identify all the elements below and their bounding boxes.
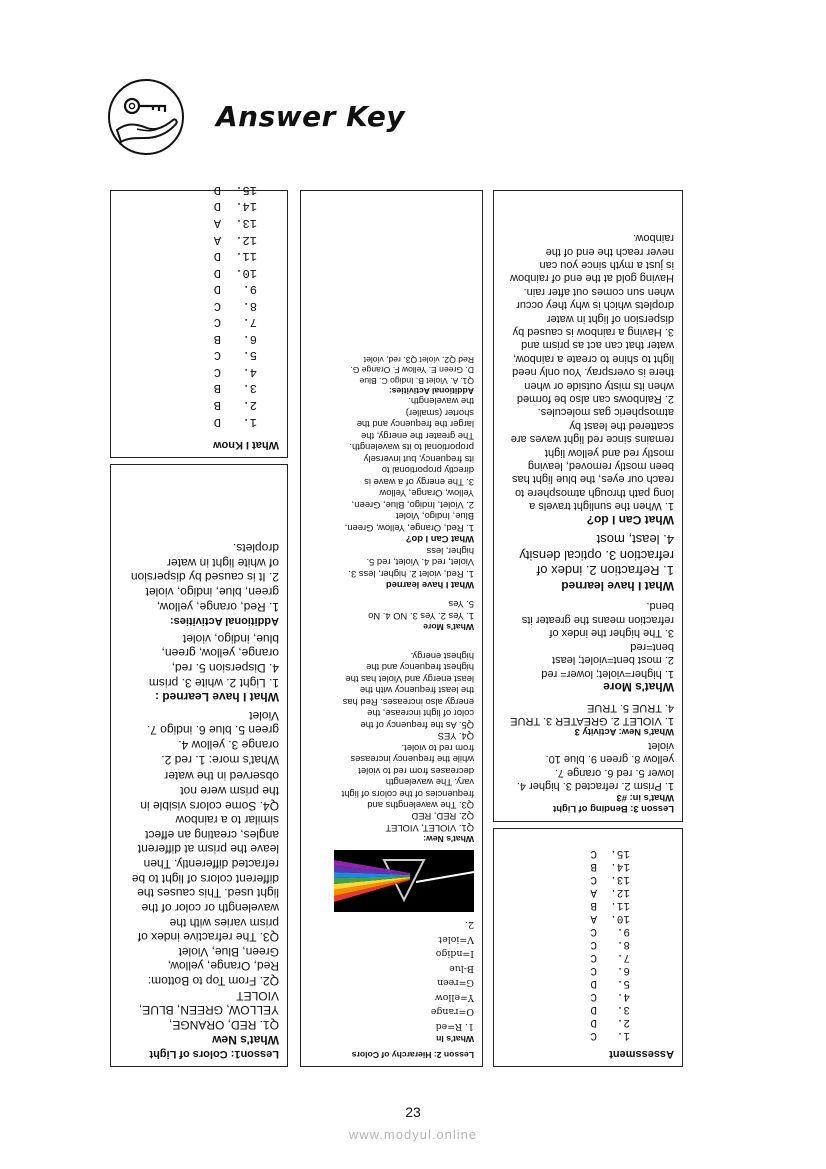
assessment-answer: 10. A (590, 911, 630, 924)
assessment-answer: 12. A (590, 885, 630, 898)
lesson3-whats-in-text: 1. Prism 2. refracted 3. higher 4. lower 5. red 6. orange 7. yellow 8. green 9. blue 10. violet (516, 739, 674, 793)
lesson2-whats-new-heading: What's New: (423, 834, 474, 845)
assessment-answer: 3. D (590, 1002, 630, 1015)
lesson1-whats-new-heading: What's New (212, 1032, 279, 1047)
what-i-know-heading: What I Know (213, 439, 279, 451)
lesson3-whats-more-text: 1. higher=violet; lower= red 2. most bent=violet; least bent=red 3. The higher the index of refraction means the greater its bend. (521, 600, 674, 680)
assessment-heading: Assessment (609, 1048, 674, 1060)
what-i-know-answer: 1. D (213, 414, 257, 429)
lesson2-whats-new-text: Q1. VIOLET, VIOLET Q2. RED, RED Q3. The wavelengths and frequencies of the colors of light vary. The wavelength decreases from red to violet while the frequency increases from red to violet. Q4. YES Q5. As the frequency of the color of light increase, the energy also increases. Red has the least frequency with the least energy and Violet has the highest frequency and the highest energy. (341, 650, 474, 834)
lesson1-whats-new-text: Q1. RED, ORANGE, YELLOW, GREEN, BLUE, VIOLET Q2. From Top to Bottom: Red, Orange, yellow, Green, Blue, Violet Q3. The refractive index of prism varies with the wavelength or color of the light used. This causes the different colors of light to be refracted differently. Then leave the prism at different angles, creating an effect similar to a rainbow Q4. Some colors visible in the prism were not observed in the water (131, 769, 279, 1032)
assessment-box (493, 828, 683, 1067)
lesson1-whats-more-text: What's more: 1. red 2. orange 3. yellow 4. green 5. blue 6. indigo 7. Violet (146, 708, 279, 767)
assessment-answer: 15. C (590, 847, 630, 860)
page-number: 23 (405, 1104, 421, 1120)
what-i-know-answer: 11. D (213, 249, 257, 264)
lesson2-whats-in-heading: What's In (436, 1033, 474, 1044)
what-i-know-answer: 8. C (213, 298, 257, 313)
lesson1-title: Lesson1: Colors of Light (149, 1048, 279, 1060)
lesson1-box (110, 464, 288, 1067)
lesson2-learned-heading: What I have learned (385, 580, 474, 591)
assessment-answer: 8. C (590, 937, 630, 950)
lesson2-additional-heading: Additional Activities: (388, 386, 474, 397)
assessment-answer: 7. C (590, 950, 630, 963)
assessment-answer: 9. C (590, 924, 630, 937)
assessment-answer: 11. B (590, 898, 630, 911)
lesson3-learned-text: 1. Refraction 2. index of refraction 3. optical density 4. least, most (519, 531, 674, 579)
lesson3-whats-new-text: 1. VIOLET 2. GREATER 3. TRUE 4. TRUE 5. TRUE (510, 701, 674, 727)
what-i-know-answer: 6. B (213, 331, 257, 346)
lesson3-box (493, 190, 683, 822)
lesson2-can-do-text: 1. Red, Orange, Yellow, Green, Blue, Indigo, Violet 2. Violet, Indigo, Blue, Green, Yellow, Orange, Yellow 3. The energy of a wave is directly proportional to its frequency, but inversely proportional to its wavelength. The greater the energy, the larger the frequency and the shorter (smaller) the wavelength. (344, 396, 474, 534)
what-i-know-list (119, 181, 279, 429)
what-i-know-answer: 15. D (213, 182, 257, 197)
what-i-know-answer: 7. C (213, 315, 257, 330)
lesson2-whats-more-heading: What's More (423, 622, 474, 633)
lesson2-whats-more-text: 1. Yes 2. Yes 3. NO 4. No 5. Yes (368, 599, 474, 622)
what-i-know-answer: 4. C (213, 364, 257, 379)
assessment-answer: 6. C (590, 963, 630, 976)
lesson3-whats-more-heading: What's More (603, 680, 674, 695)
what-i-know-answer: 14. D (213, 199, 257, 214)
lesson2-can-do-heading: What Can I do? (405, 534, 474, 546)
lesson2-title: Lesson 2: Hierarchy of Colors (351, 1050, 474, 1060)
lesson2-additional-text: Q1. A. Violet B. Indigo C. Blue D. Green E. Yellow F. Orange G. Red Q2. violet Q3. red, violet (350, 354, 474, 386)
prism-dispersion-icon (334, 850, 474, 912)
assessment-answer: 2. D (590, 1015, 630, 1028)
what-i-know-answer: 9. D (213, 282, 257, 297)
assessment-answer: 13. C (590, 872, 630, 885)
lesson3-can-do-heading: What Can I do? (586, 512, 674, 527)
assessment-answer: 1. C (590, 1028, 630, 1041)
what-i-know-box (110, 182, 288, 458)
what-i-know-answer: 5. C (213, 348, 257, 363)
lesson2-learned-text: 1. Red, violet 2. higher, less 3. Violet, red 4. Violet, red 5. higher, less (348, 545, 474, 580)
page-title: Answer Key (216, 100, 406, 133)
assessment-answer: 5. D (590, 976, 630, 989)
prism-image (334, 850, 474, 912)
lesson1-learned-heading: What I have Learned : (154, 690, 279, 705)
what-i-know-answer: 10. D (213, 265, 257, 280)
what-i-know-answer: 12. A (213, 232, 257, 247)
lesson1-additional-text: 1. Red, orange, yellow, green, blue, indigo, violet 2. It is caused by dispersion of white light in water droplets. (130, 541, 279, 614)
what-i-know-answer: 3. B (213, 381, 257, 396)
key-in-hand-icon (107, 78, 185, 156)
lesson1-learned-text: 1. Light 2. white 3. prism 4. Dispersion 5. red, orange, yellow, green, blue, indigo, violet (148, 631, 279, 690)
watermark: www.modyul.online (348, 1127, 478, 1142)
lesson3-whats-new-heading: What's New: Activity 3 (574, 727, 674, 739)
lesson1-additional-heading: Additional Activities: (170, 615, 279, 628)
lesson3-can-do-text: 1. When the sunlight travels a long path through atmosphere to reach our eyes, the blue light has been mostly removed, leaving mostly red and yellow light remains since red light waves are scattered the least by atmospheric gas molecules. 2. Rainbows can also be formed when its misty outside or when there is overspray. You only need light to shine to create a rainbow, water that can act as prism and 3. Having a rainbow is caused by dispersion of light in water droplets which is why they occur when sun comes out after rain. Having gold at the end of rainbow is just a myth since you can never reach the end of the rainbow. (510, 232, 674, 513)
lesson2-box (300, 190, 483, 1067)
lesson3-learned-heading: What I have learned (561, 579, 674, 594)
assessment-answer: 14. B (590, 860, 630, 872)
assessment-answer: 4. C (590, 989, 630, 1002)
what-i-know-answer: 13. A (213, 216, 257, 231)
what-i-know-answer: 2. B (213, 398, 257, 413)
lesson3-title: Lesson 3: Bending of Light (553, 804, 674, 815)
lesson3-whats-in-heading: What's in: #3 (616, 792, 674, 804)
assessment-list (502, 846, 674, 1041)
lesson2-whats-in-text: 1. R=ed O=range Y=ellow G=reen B-lue I=ndigo V=iolet 2. (430, 918, 474, 1033)
